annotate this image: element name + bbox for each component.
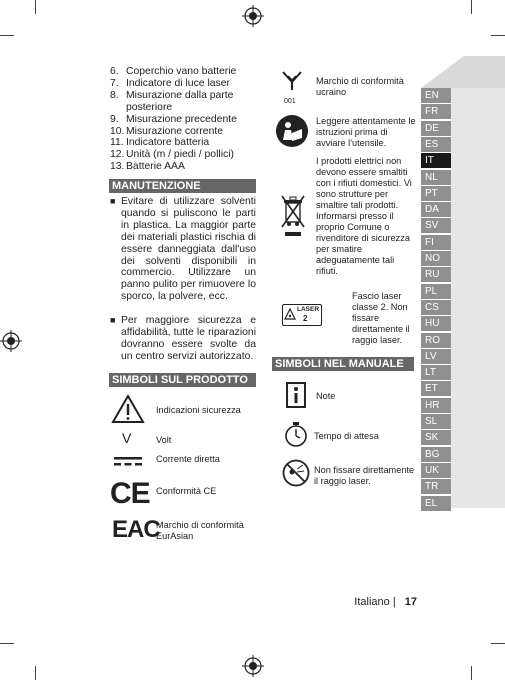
crop-mark (35, 666, 36, 680)
warning-triangle-icon (111, 394, 145, 424)
stopwatch-icon (283, 420, 309, 448)
footer-language: Italiano | (354, 596, 396, 608)
crop-mark (491, 643, 505, 644)
crop-mark (471, 666, 472, 680)
laser-warning-mini-icon (284, 308, 296, 320)
language-tab-nl[interactable]: NL (421, 170, 451, 185)
list-item: 8. Misurazione dalla parte posteriore (110, 89, 234, 113)
language-tab-es[interactable]: ES (421, 137, 451, 152)
symbol-label: Volt (156, 435, 172, 445)
list-item: 12. Unità (m / piedi / pollici) (110, 149, 234, 161)
weee-bin-icon (281, 194, 305, 240)
ce-mark-icon: CE (110, 477, 150, 510)
list-item: 13. Batterie AAA (110, 161, 185, 173)
maintenance-bullet: ■ Per maggiore sicurezza e affidabilità, tutte le riparazioni dovranno essere svolte da un centro servizi autorizzato. (110, 315, 256, 362)
language-tab-en[interactable]: EN (421, 88, 451, 103)
ukraine-mark-code: 001 (284, 98, 296, 105)
list-item: 6. Coperchio vano batterie (110, 66, 237, 77)
maintenance-bullet: ■ Evitare di utilizzare solventi quando si puliscono le parti in plastica. La maggior parte dei materiali plastici rischia di essere danneggiata dall'uso dei solventi disponibili in commercio. Utilizzare un panno pulito per rimuovere lo sporco, la polvere, ecc. (110, 196, 256, 303)
language-tab-et[interactable]: ET (421, 381, 451, 396)
language-tab-de[interactable]: DE (421, 121, 451, 136)
page-number: 17 (404, 596, 417, 608)
symbol-label: Fascio laser classe 2. Non fissare direttamente il raggio laser. (352, 291, 410, 345)
language-tab-cs[interactable]: CS (421, 300, 451, 315)
bullet-mark: ■ (110, 315, 116, 325)
symbol-label: Non fissare direttamente il raggio laser. (314, 465, 415, 486)
list-item: 9. Misurazione precedente (110, 113, 237, 125)
symbol-label: I prodotti elettrici non devono essere smaltiti con i rifiuti domestici. Vi sono strutture per smaltire tali prodotti. Informarsi presso il proprio Comune o rivenditore di sicurezza per smatire adeguatamente tali rifiuti. (316, 156, 412, 276)
language-tab-sv[interactable]: SV (421, 218, 451, 233)
laser-class-icon (282, 304, 322, 326)
symbol-label: Indicazioni sicurezza (156, 405, 241, 415)
language-tab-hu[interactable]: HU (421, 316, 451, 331)
list-item: 10. Misurazione corrente (110, 125, 224, 137)
language-tab-da[interactable]: DA (421, 202, 451, 217)
crop-mark (471, 0, 472, 14)
read-manual-icon (275, 114, 309, 148)
direct-current-icon (113, 455, 143, 467)
symbol-label: Note (316, 391, 336, 401)
list-item: 7. Indicatore di luce laser (110, 77, 230, 89)
language-tab-sl[interactable]: SL (421, 414, 451, 429)
registration-mark-top-icon (242, 5, 264, 27)
language-tab-sk[interactable]: SK (421, 430, 451, 445)
no-stare-laser-icon (282, 459, 310, 487)
parts-list (110, 66, 270, 173)
language-tab-tr[interactable]: TR (421, 479, 451, 494)
language-tab-lv[interactable]: LV (421, 349, 451, 364)
laser-class-number: 2 (303, 314, 308, 323)
language-tab-uk[interactable]: UK (421, 463, 451, 478)
crop-mark (491, 35, 505, 36)
language-tab-pt[interactable]: PT (421, 186, 451, 201)
language-tab-no[interactable]: NO (421, 251, 451, 266)
section-header-simboli-manuale: SIMBOLI NEL MANUALE (272, 357, 414, 371)
section-header-manutenzione: MANUTENZIONE (109, 179, 256, 193)
list-item: 11. Indicatore batteria (110, 137, 210, 149)
symbol-label: Conformità CE (156, 486, 217, 496)
language-tab-bg[interactable]: BG (421, 447, 451, 462)
symbol-label: Tempo di attesa (314, 431, 379, 441)
symbol-label: Marchio di conformità ucraino (316, 76, 404, 97)
symbol-label: Corrente diretta (156, 454, 220, 464)
side-tab-header-shape (419, 48, 505, 88)
note-icon (286, 382, 306, 408)
language-tab-fr[interactable]: FR (421, 104, 451, 119)
registration-mark-left-icon (0, 330, 22, 352)
language-tab-el[interactable]: EL (421, 496, 451, 511)
bullet-mark: ■ (110, 196, 116, 206)
eac-mark-icon: EAC (112, 516, 160, 543)
language-tab-hr[interactable]: HR (421, 398, 451, 413)
laser-label: LASER (297, 306, 320, 313)
language-tab-ro[interactable]: RO (421, 333, 451, 348)
language-tab-ru[interactable]: RU (421, 267, 451, 282)
crop-mark (0, 643, 14, 644)
language-tab-lt[interactable]: LT (421, 365, 451, 380)
language-tab-it[interactable]: IT (421, 153, 451, 168)
section-header-simboli-prodotto: SIMBOLI SUL PRODOTTO (109, 373, 256, 387)
language-tab-pl[interactable]: PL (421, 284, 451, 299)
volt-icon: V (122, 430, 132, 446)
crop-mark (0, 35, 14, 36)
registration-mark-bottom-icon (242, 655, 264, 677)
language-tab-fi[interactable]: FI (421, 235, 451, 250)
symbol-label: Leggere attentamente le istruzioni prima di avviare l'utensile. (316, 116, 416, 148)
crop-mark (35, 0, 36, 14)
ukraine-conformity-icon (279, 68, 305, 98)
side-tab-strip-bg (451, 88, 505, 508)
symbol-label: Marchio di conformità EurAsian (156, 520, 244, 541)
page-footer (354, 596, 417, 608)
